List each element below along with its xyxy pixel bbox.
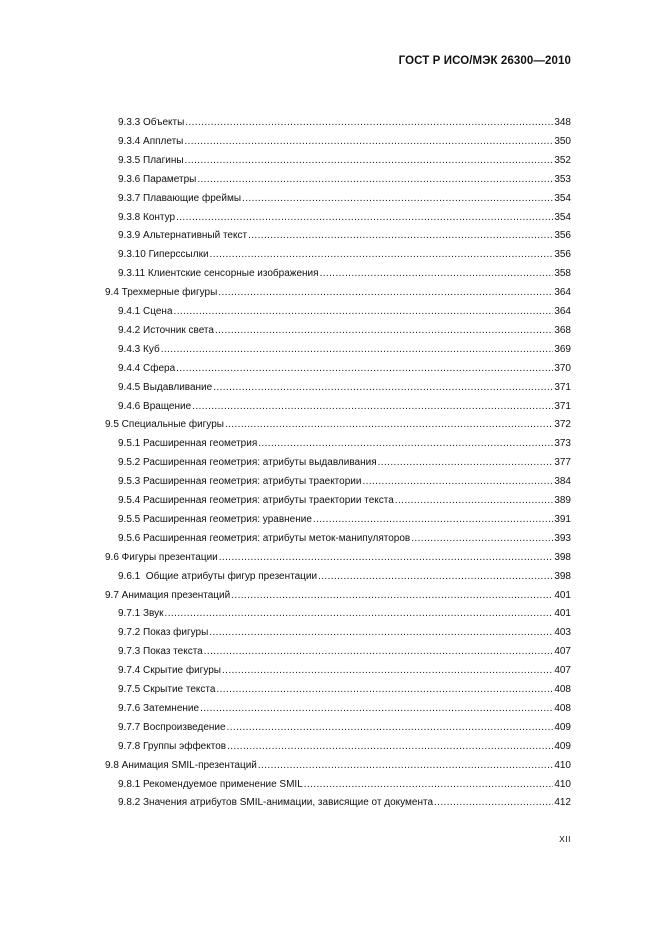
toc-entry-title: 9.3.5 Плагины	[118, 154, 184, 166]
toc-entry-page: 373	[554, 438, 571, 450]
toc-entry-page: 407	[554, 665, 571, 677]
toc-entry-page: 401	[554, 589, 571, 601]
toc-entry[interactable]	[118, 173, 571, 187]
toc-entry[interactable]	[118, 362, 571, 376]
toc-entry-title: 9.7 Анимация презентаций	[105, 589, 231, 601]
toc-leader-dots	[378, 456, 554, 470]
toc-entry-page: 370	[554, 362, 571, 374]
toc-entry[interactable]	[118, 116, 571, 130]
toc-entry[interactable]	[118, 683, 571, 697]
document-header-title: ГОСТ Р ИСО/МЭК 26300—2010	[398, 55, 571, 67]
toc-entry-title: 9.3.10 Гиперссылки	[118, 249, 209, 261]
toc-entry-page: 403	[554, 627, 571, 639]
toc-entry[interactable]	[118, 154, 571, 168]
toc-entry-title: 9.3.9 Альтернативный текст	[118, 230, 248, 242]
toc-entry-page: 398	[554, 551, 571, 563]
toc-entry[interactable]	[118, 229, 571, 243]
toc-leader-dots	[210, 248, 554, 262]
toc-entry[interactable]	[118, 135, 571, 149]
toc-leader-dots	[161, 343, 554, 357]
toc-entry-page: 368	[554, 324, 571, 336]
toc-entry-title: 9.3.8 Контур	[118, 211, 176, 223]
toc-leader-dots	[304, 778, 554, 792]
toc-leader-dots	[434, 796, 553, 810]
toc-entry-page: 412	[554, 797, 571, 809]
toc-entry[interactable]	[118, 778, 571, 792]
toc-entry[interactable]	[105, 589, 571, 603]
toc-entry[interactable]	[118, 796, 571, 810]
toc-entry-title: 9.4.4 Сфера	[118, 362, 176, 374]
toc-entry[interactable]	[118, 267, 571, 281]
toc-entry-page: 364	[554, 306, 571, 317]
toc-leader-dots	[176, 362, 553, 376]
toc-leader-dots	[204, 645, 554, 659]
toc-leader-dots	[231, 589, 553, 603]
toc-leader-dots	[197, 173, 553, 187]
toc-entry-page: 369	[554, 343, 571, 355]
toc-entry-title: 9.7.8 Группы эффектов	[118, 740, 227, 752]
toc-leader-dots	[362, 475, 553, 489]
toc-leader-dots	[227, 740, 553, 754]
toc-leader-dots	[258, 437, 553, 451]
toc-entry[interactable]	[118, 740, 571, 754]
toc-leader-dots	[395, 494, 554, 508]
toc-entry-title: 9.7.2 Показ фигуры	[118, 627, 209, 639]
toc-entry-title: 9.5.6 Расширенная геометрия: атрибуты меток-манипуляторов	[118, 532, 411, 544]
toc-entry-title: 9.5.2 Расширенная геометрия: атрибуты выдавливания	[118, 457, 377, 469]
toc-entry[interactable]	[118, 532, 571, 546]
toc-entry-page: 409	[554, 740, 571, 752]
toc-leader-dots	[218, 286, 553, 300]
toc-leader-dots	[184, 135, 553, 149]
toc-leader-dots	[225, 418, 553, 432]
toc-entry[interactable]	[118, 456, 571, 470]
toc-entry-title: 9.3.6 Параметры	[118, 173, 197, 185]
toc-entry-title: 9.4.6 Вращение	[118, 400, 192, 412]
toc-entry[interactable]	[105, 286, 571, 300]
toc-leader-dots	[200, 702, 553, 716]
toc-leader-dots	[213, 381, 553, 395]
toc-leader-dots	[411, 532, 553, 546]
toc-entry[interactable]	[118, 626, 571, 640]
toc-entry[interactable]	[118, 437, 571, 451]
toc-leader-dots	[318, 570, 553, 584]
page-number: XII	[559, 834, 571, 844]
toc-entry-page: 408	[554, 702, 571, 714]
toc-entry-page: 377	[554, 457, 571, 469]
toc-entry-title: 9.4.2 Источник света	[118, 324, 214, 336]
toc-entry[interactable]	[118, 513, 571, 527]
toc-entry[interactable]	[118, 192, 571, 206]
toc-entry[interactable]	[118, 702, 571, 716]
toc-leader-dots	[258, 759, 553, 773]
toc-leader-dots	[215, 324, 553, 338]
toc-entry[interactable]	[118, 381, 571, 395]
toc-entry-page: 354	[554, 192, 571, 204]
toc-entry-page: 371	[554, 381, 571, 393]
toc-leader-dots	[219, 551, 554, 565]
toc-entry-page: 364	[554, 287, 571, 299]
toc-entry[interactable]	[118, 211, 571, 225]
toc-leader-dots	[242, 192, 553, 206]
toc-entry-title: 9.5.1 Расширенная геометрия	[118, 438, 258, 450]
toc-entry-page: 356	[554, 230, 571, 242]
toc-leader-dots	[192, 400, 553, 414]
toc-entry[interactable]	[118, 305, 571, 319]
toc-entry[interactable]	[118, 343, 571, 357]
toc-entry-title: 9.7.1 Звук	[118, 608, 164, 620]
toc-entry-title: 9.3.7 Плавающие фреймы	[118, 192, 242, 204]
toc-entry-title: 9.3.3 Объекты	[118, 117, 185, 128]
toc-entry[interactable]	[118, 570, 571, 584]
toc-entry-title: 9.5.3 Расширенная геометрия: атрибуты траектории	[118, 476, 362, 488]
toc-entry-page: 398	[554, 570, 571, 582]
toc-entry[interactable]	[118, 400, 571, 414]
toc-entry-title: 9.4.1 Сцена	[118, 306, 173, 317]
toc-leader-dots	[320, 267, 554, 281]
toc-entry-page: 391	[554, 513, 571, 525]
toc-entry-title: 9.7.6 Затемнение	[118, 702, 200, 714]
toc-entry-title: 9.3.11 Клиентские сенсорные изображения	[118, 268, 319, 280]
toc-leader-dots	[174, 305, 554, 319]
toc-entry[interactable]	[118, 475, 571, 489]
toc-entry-title: 9.5.5 Расширенная геометрия: уравнение	[118, 513, 312, 525]
toc-entry-page: 358	[554, 268, 571, 280]
toc-entry-page: 408	[554, 684, 571, 695]
toc-entry[interactable]	[118, 721, 571, 735]
toc-leader-dots	[165, 607, 554, 621]
toc-entry-page: 407	[554, 646, 571, 658]
toc-entry[interactable]	[105, 759, 571, 773]
toc-entry-title: 9.5 Специальные фигуры	[105, 419, 224, 431]
toc-leader-dots	[209, 626, 553, 640]
toc-entry-page: 354	[554, 211, 571, 223]
toc-entry-title: 9.7.5 Скрытие текста	[118, 684, 216, 695]
toc-entry-title: 9.4 Трехмерные фигуры	[105, 287, 218, 299]
toc-leader-dots	[313, 513, 553, 527]
toc-entry-page: 371	[554, 400, 571, 412]
toc-entry[interactable]	[118, 494, 571, 508]
toc-entry[interactable]	[118, 324, 571, 338]
toc-entry-page: 372	[554, 419, 571, 431]
toc-entry-page: 393	[554, 532, 571, 544]
toc-leader-dots	[185, 154, 554, 168]
toc-entry-title: 9.8.2 Значения атрибутов SMIL-анимации, зависящие от документа	[118, 797, 433, 809]
toc-entry[interactable]	[118, 664, 571, 678]
toc-entry[interactable]	[118, 645, 571, 659]
toc-entry-title: 9.4.3 Куб	[118, 343, 160, 355]
toc-entry-title: 9.6 Фигуры презентации	[105, 551, 218, 563]
toc-entry-title: 9.3.4 Апплеты	[118, 135, 184, 147]
toc-entry-title: 9.7.3 Показ текста	[118, 646, 203, 658]
toc-leader-dots	[216, 683, 553, 697]
toc-entry-title: 9.8 Анимация SMIL-презентаций	[105, 759, 257, 771]
toc-entry-title: 9.5.4 Расширенная геометрия: атрибуты траектории текста	[118, 495, 394, 506]
toc-entry-page: 384	[554, 476, 571, 488]
toc-entry-title: 9.6.1 Общие атрибуты фигур презентации	[118, 570, 318, 582]
toc-leader-dots	[227, 721, 554, 735]
toc-entry-page: 352	[554, 154, 571, 166]
toc-entry-page: 356	[554, 249, 571, 261]
toc-entry[interactable]	[118, 607, 571, 621]
toc-leader-dots	[176, 211, 553, 225]
toc-entry-page: 410	[554, 759, 571, 771]
toc-entry[interactable]	[118, 248, 571, 262]
toc-entry-page: 410	[554, 778, 571, 790]
toc-entry-title: 9.4.5 Выдавливание	[118, 381, 213, 393]
toc-leader-dots	[185, 116, 553, 130]
toc-entry-title: 9.8.1 Рекомендуемое применение SMIL	[118, 778, 303, 790]
toc-leader-dots	[248, 229, 553, 243]
toc-leader-dots	[222, 664, 553, 678]
toc-entry-page: 389	[554, 495, 571, 506]
toc-entry-title: 9.7.4 Скрытие фигуры	[118, 665, 221, 677]
toc-entry[interactable]	[105, 551, 571, 565]
toc-entry[interactable]	[105, 418, 571, 432]
toc-entry-page: 401	[554, 608, 571, 620]
toc-entry-title: 9.7.7 Воспроизведение	[118, 721, 226, 733]
toc-entry-page: 348	[554, 117, 571, 128]
toc-entry-page: 350	[554, 135, 571, 147]
toc-entry-page: 353	[554, 173, 571, 185]
toc-entry-page: 409	[554, 721, 571, 733]
